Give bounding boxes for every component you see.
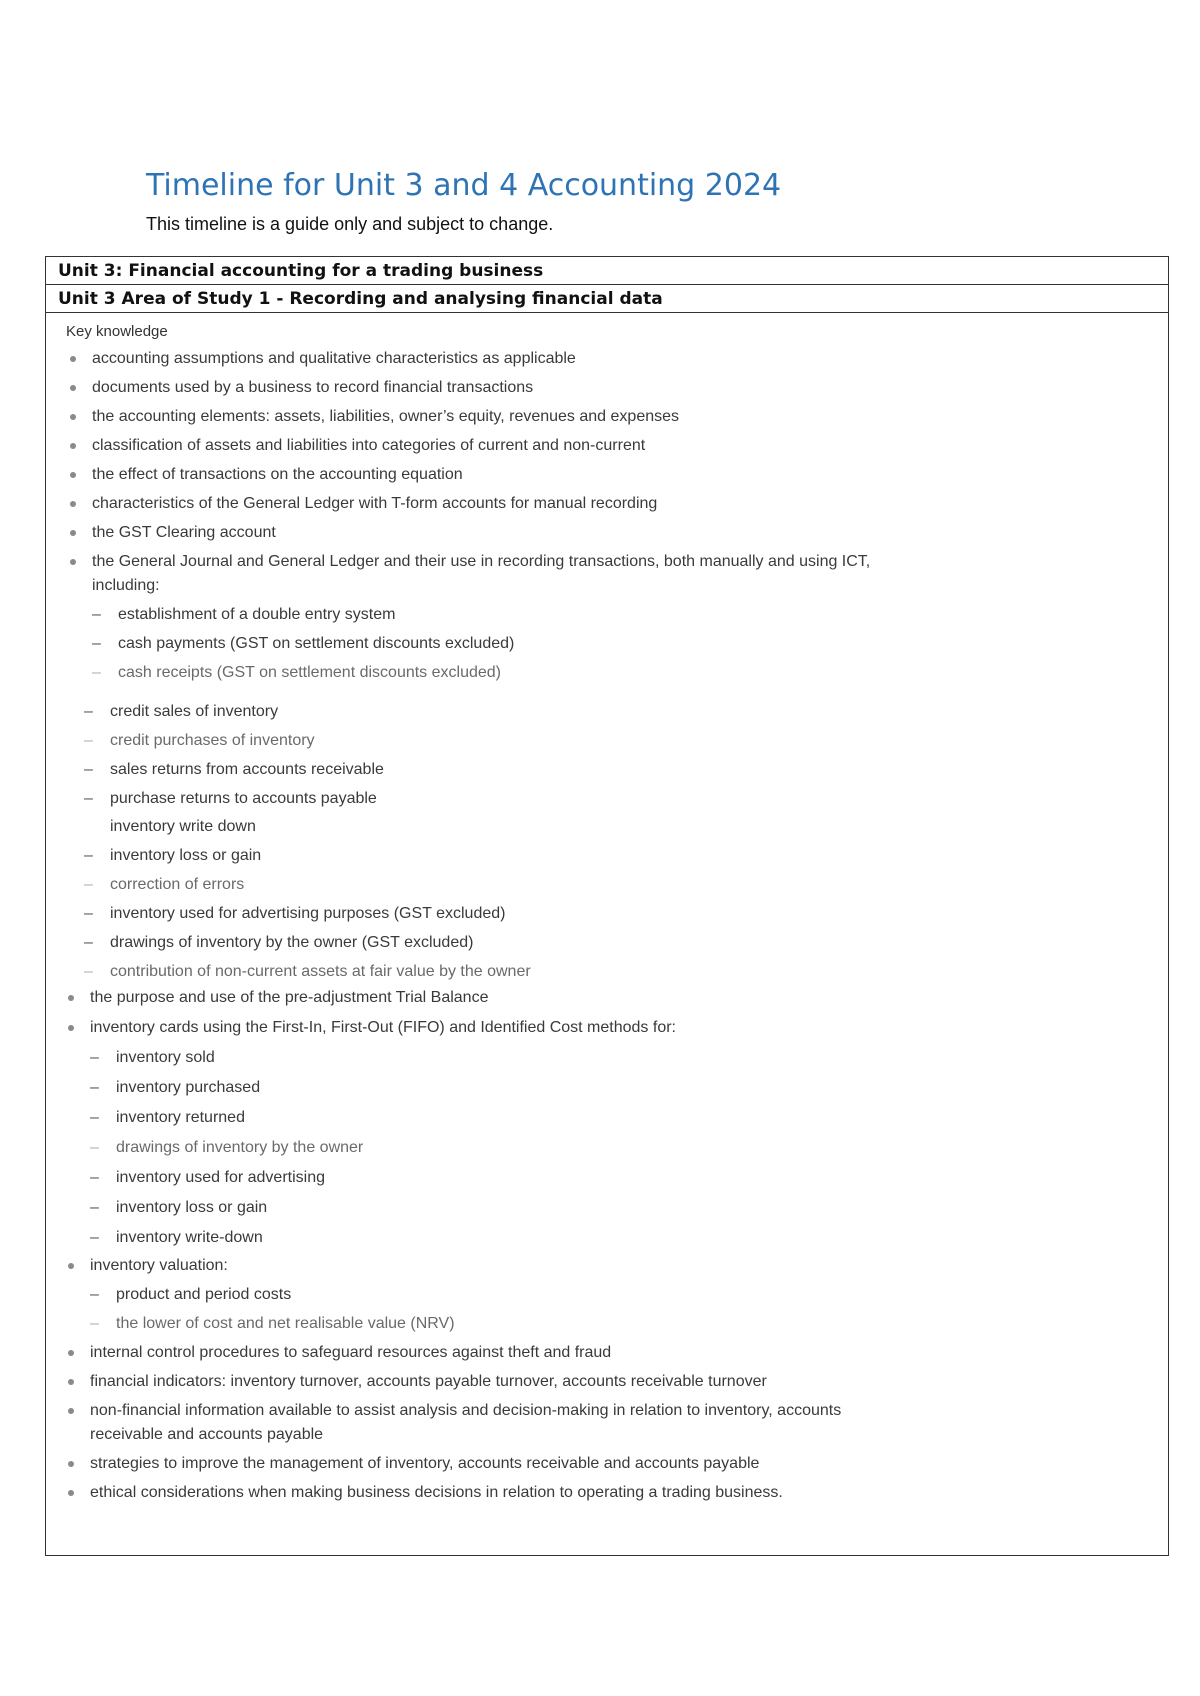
list-item: non-financial information available to assist analysis and decision-making in relation to inventory, accounts receivable and accounts payable [90, 1402, 842, 1443]
sub-list-item: – inventory loss or gain [90, 1196, 267, 1220]
sub-list-item: – drawings of inventory by the owner [90, 1136, 363, 1160]
area-of-study-header: Unit 3 Area of Study 1 - Recording and analysing financial data [46, 285, 1168, 313]
list-item: characteristics of the General Ledger with T-form accounts for manual recording [92, 495, 658, 512]
document-subtitle: This timeline is a guide only and subject to change. [146, 214, 554, 234]
key-knowledge-heading: Key knowledge [66, 323, 168, 340]
sub-list-item: – contribution of non-current assets at fair value by the owner [84, 960, 531, 984]
list-item: the GST Clearing account [92, 524, 276, 541]
sub-list-item: – establishment of a double entry system [92, 603, 395, 627]
dash-icon: – [84, 732, 93, 749]
list-item: the effect of transactions on the accounting equation [92, 466, 463, 483]
dash-icon: – [90, 1286, 99, 1303]
sub-list-item: – inventory returned [90, 1106, 245, 1130]
dash-icon: – [90, 1139, 99, 1156]
dash-icon: – [84, 790, 93, 807]
sub-list-item: – credit sales of inventory [84, 700, 278, 724]
sub-list-item: – inventory purchased [90, 1076, 260, 1100]
sub-list-item: – inventory write-down [90, 1226, 263, 1250]
sub-list-item: – cash payments (GST on settlement discounts excluded) [92, 632, 514, 656]
dash-icon: – [92, 606, 101, 623]
dash-icon: – [84, 847, 93, 864]
sub-list-item: – inventory loss or gain [84, 844, 261, 868]
list-item: the General Journal and General Ledger and their use in recording transactions, both manually and using ICT, including: [92, 553, 871, 594]
list-item: the accounting elements: assets, liabilities, owner’s equity, revenues and expenses [92, 408, 680, 425]
key-knowledge-section [46, 313, 1168, 1553]
list-item: inventory cards using the First-In, First-Out (FIFO) and Identified Cost methods for: [90, 1019, 676, 1036]
document-title: Timeline for Unit 3 and 4 Accounting 2024 [146, 168, 782, 203]
dash-icon: – [90, 1079, 99, 1096]
sub-list-item: – sales returns from accounts receivable [84, 758, 384, 782]
sub-list-item: – inventory used for advertising purposes (GST excluded) [84, 902, 505, 926]
dash-icon: – [84, 761, 93, 778]
sub-list-item: – the lower of cost and net realisable value (NRV) [90, 1312, 455, 1336]
list-item: accounting assumptions and qualitative characteristics as applicable [92, 350, 576, 367]
list-item: internal control procedures to safeguard resources against theft and fraud [90, 1344, 612, 1361]
dash-icon: – [90, 1315, 99, 1332]
unit-table [45, 256, 1169, 1556]
sub-list-item: inventory write down [110, 818, 256, 835]
sub-list-item: – purchase returns to accounts payable [84, 787, 377, 811]
dash-icon: – [90, 1169, 99, 1186]
dash-icon: – [84, 703, 93, 720]
sub-list-item: – correction of errors [84, 873, 244, 897]
dash-icon: – [84, 905, 93, 922]
list-item: documents used by a business to record financial transactions [92, 379, 534, 396]
dash-icon: – [90, 1229, 99, 1246]
sub-list-item: – inventory used for advertising [90, 1166, 325, 1190]
unit-header: Unit 3: Financial accounting for a trading business [46, 257, 1168, 285]
list-item: strategies to improve the management of inventory, accounts receivable and accounts payable [90, 1455, 760, 1472]
list-item: ethical considerations when making business decisions in relation to operating a trading business. [90, 1484, 783, 1501]
sub-list-item: – cash receipts (GST on settlement discounts excluded) [92, 661, 501, 685]
sub-list-item: – inventory sold [90, 1046, 215, 1070]
dash-icon: – [90, 1049, 99, 1066]
list-item: classification of assets and liabilities into categories of current and non-current [92, 437, 646, 454]
list-item: inventory valuation: [90, 1257, 228, 1274]
list-item: financial indicators: inventory turnover, accounts payable turnover, accounts receivable turnover [90, 1373, 767, 1390]
sub-list-item: – credit purchases of inventory [84, 729, 315, 753]
dash-icon: – [90, 1199, 99, 1216]
sub-list-item: – product and period costs [90, 1283, 291, 1307]
list-item: the purpose and use of the pre-adjustment Trial Balance [90, 989, 489, 1006]
sub-list-item: – drawings of inventory by the owner (GST excluded) [84, 931, 473, 955]
dash-icon: – [84, 963, 93, 980]
dash-icon: – [84, 934, 93, 951]
dash-icon: – [84, 876, 93, 893]
dash-icon: – [92, 664, 101, 681]
dash-icon: – [92, 635, 101, 652]
dash-icon: – [90, 1109, 99, 1126]
